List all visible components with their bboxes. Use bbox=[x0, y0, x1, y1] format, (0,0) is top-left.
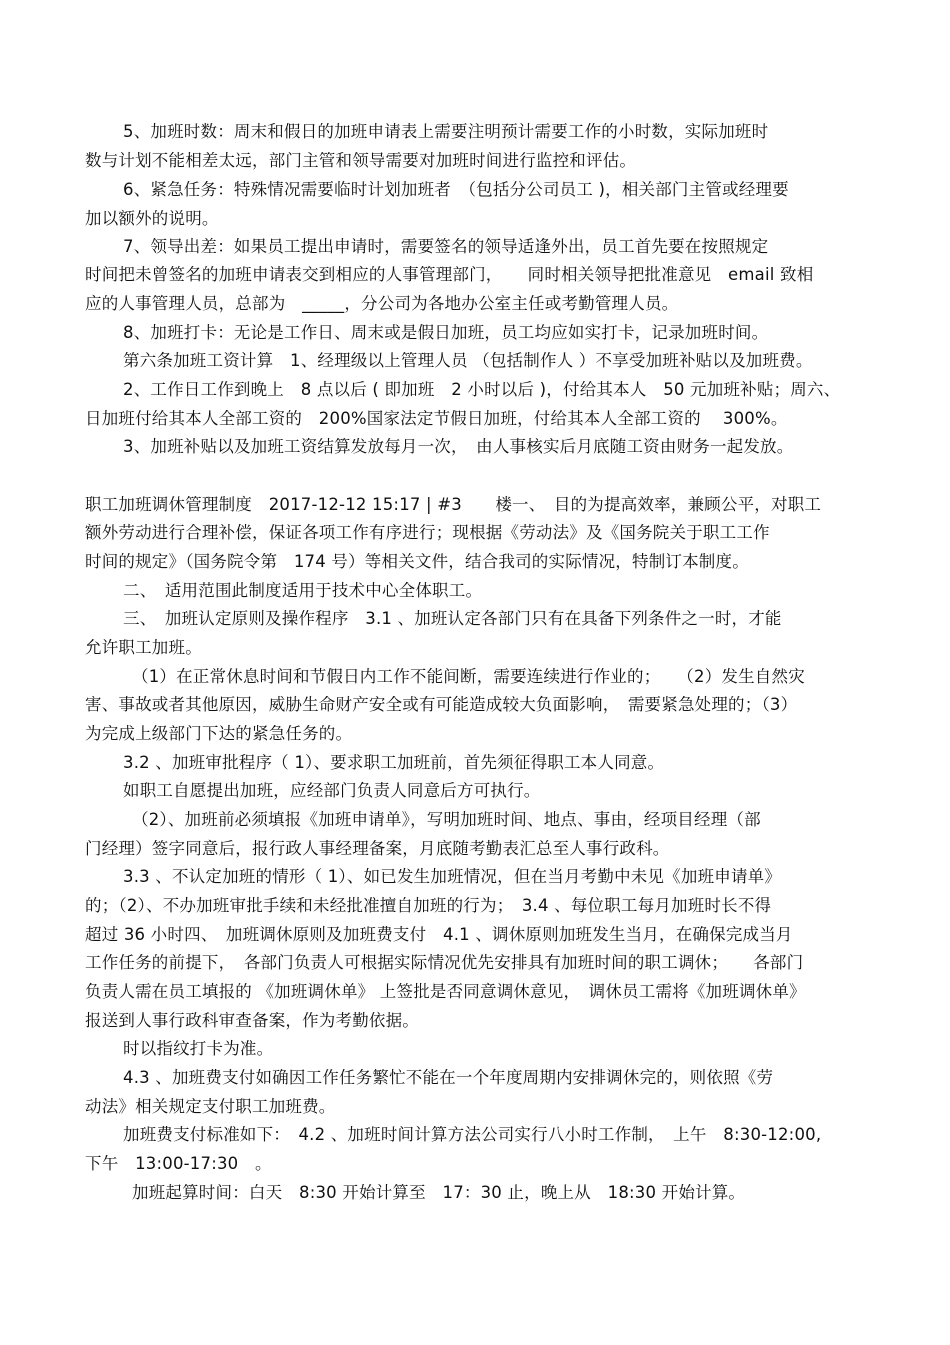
text-line: （1）在正常休息时间和节假日内工作不能间断，需要连续进行作业的； （2）发生自然灾 bbox=[132, 667, 805, 686]
text-line: 5、加班时数：周末和假日的加班申请表上需要注明预计需要工作的小时数，实际加班时 bbox=[123, 122, 769, 141]
text-line: 如职工自愿提出加班，应经部门负责人同意后方可执行。 bbox=[123, 781, 541, 800]
text-line: 报送到人事行政科审查备案，作为考勤依据。 bbox=[85, 1011, 419, 1030]
text-line: 加班起算时间：白天 8:30 开始计算至 17：30 止，晚上从 18:30 开始计算。 bbox=[132, 1183, 746, 1202]
text-line: 允许职工加班。 bbox=[85, 638, 202, 657]
text-line: 为完成上级部门下达的紧急任务的。 bbox=[85, 724, 353, 743]
text-line: 下午 13:00-17:30 。 bbox=[85, 1154, 272, 1173]
text-line: 4.3 、加班费支付如确因工作任务繁忙不能在一个年度周期内安排调休完的，则依照《劳 bbox=[123, 1068, 774, 1087]
text-line: 加以额外的说明。 bbox=[85, 209, 219, 228]
text-line: 二、 适用范围此制度适用于技术中心全体职工。 bbox=[123, 581, 483, 600]
text-line: 3、加班补贴以及加班工资结算发放每月一次， 由人事核实后月底随工资由财务一起发放。 bbox=[123, 437, 794, 456]
text-line: 7、领导出差：如果员工提出申请时，需要签名的领导适逢外出，员工首先要在按照规定 bbox=[123, 237, 769, 256]
text-line: 负责人需在员工填报的 《加班调休单》 上签批是否同意调休意见， 调休员工需将《加班调休单》 bbox=[85, 982, 806, 1001]
text-line: 3.2 、加班审批程序（ 1）、要求职工加班前，首先须征得职工本人同意。 bbox=[123, 753, 665, 772]
text-line: 2、工作日工作到晚上 8 点以后 ( 即加班 2 小时以后 )，付给其本人 50 元加班补贴；周六、 bbox=[123, 380, 841, 399]
text-line: 3.3 、不认定加班的情形（ 1）、如已发生加班情况，但在当月考勤中未见《加班申请单》 bbox=[123, 867, 782, 886]
text-line: （2）、加班前必须填报《加班申请单》，写明加班时间、地点、事由，经项目经理（部 bbox=[132, 810, 761, 829]
text-line: 动法》相关规定支付职工加班费。 bbox=[85, 1097, 336, 1116]
text-line: 时间的规定》（国务院令第 174 号）等相关文件，结合我司的实际情况，特制订本制度。 bbox=[85, 552, 749, 571]
text-line: 职工加班调休管理制度 2017-12-12 15:17 | #3 楼一、 目的为提高效率，兼顾公平，对职工 bbox=[85, 495, 822, 514]
text-line: 时以指纹打卡为准。 bbox=[123, 1039, 274, 1058]
text-line: 日加班付给其本人全部工资的 200%国家法定节假日加班，付给其本人全部工资的 300%。 bbox=[85, 409, 788, 428]
text-line: 超过 36 小时四、 加班调休原则及加班费支付 4.1 、调休原则加班发生当月，在确保完成当月 bbox=[85, 925, 793, 944]
text-line: 第六条加班工资计算 1、经理级以上管理人员 （包括制作人 ）不享受加班补贴以及加班费。 bbox=[123, 351, 813, 370]
text-line: 额外劳动进行合理补偿，保证各项工作有序进行；现根据《劳动法》及《国务院关于职工工作 bbox=[85, 523, 770, 542]
text-line: 数与计划不能相差太远，部门主管和领导需要对加班时间进行监控和评估。 bbox=[85, 151, 637, 170]
text-line: 工作任务的前提下， 各部门负责人可根据实际情况优先安排具有加班时间的职工调休； 各部门 bbox=[85, 953, 804, 972]
text-line: 8、加班打卡：无论是工作日、周末或是假日加班，员工均应如实打卡，记录加班时间。 bbox=[123, 323, 769, 342]
text-line: 应的人事管理人员，总部为 _____，分公司为各地办公室主任或考勤管理人员。 bbox=[85, 294, 679, 313]
text-line: 三、 加班认定原则及操作程序 3.1 、加班认定各部门只有在具备下列条件之一时，才能 bbox=[123, 609, 782, 628]
text-line: 加班费支付标准如下： 4.2 、加班时间计算方法公司实行八小时工作制， 上午 8:30-12:00, bbox=[123, 1125, 822, 1144]
text-line: 时间把未曾签名的加班申请表交到相应的人事管理部门， 同时相关领导把批准意见 email 致相 bbox=[85, 265, 814, 284]
text-line: 门经理）签字同意后，报行政人事经理备案，月底随考勤表汇总至人事行政科。 bbox=[85, 839, 670, 858]
text-line: 害、事故或者其他原因，威胁生命财产安全或有可能造成较大负面影响， 需要紧急处理的；（3） bbox=[85, 695, 798, 714]
text-line: 6、紧急任务：特殊情况需要临时计划加班者 （包括分公司员工 )，相关部门主管或经理要 bbox=[123, 180, 789, 199]
text-line: 的；（2）、不办加班审批手续和未经批准擅自加班的行为； 3.4 、每位职工每月加班时长不得 bbox=[85, 896, 772, 915]
